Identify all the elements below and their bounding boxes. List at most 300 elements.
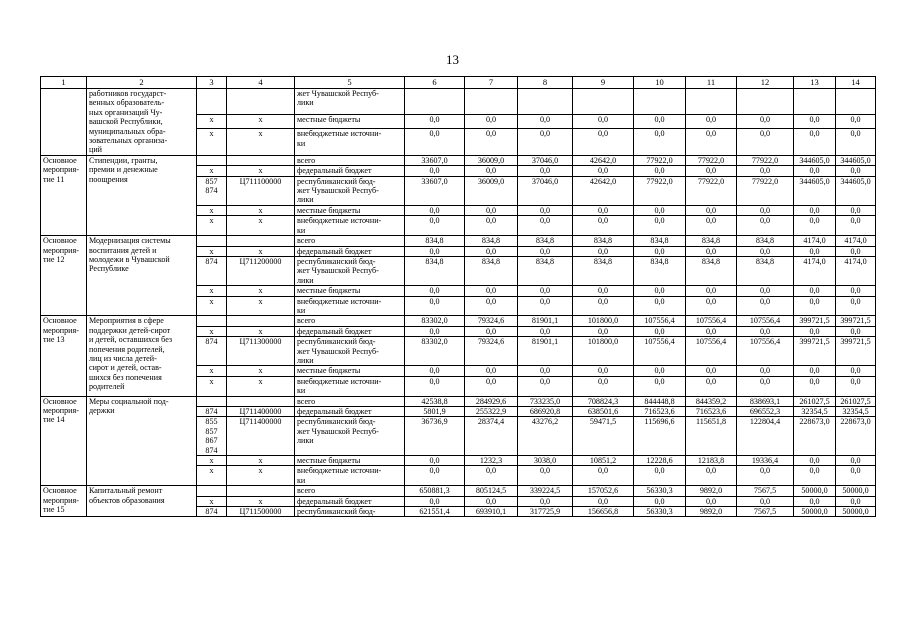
amount-cell: 0,0 [836, 129, 876, 155]
grbs-code [197, 316, 227, 326]
amount-cell: 733235,0 [518, 396, 573, 406]
amount-cell: 0,0 [465, 376, 518, 396]
table-body [41, 89, 876, 517]
amount-cell: 844448,8 [634, 396, 686, 406]
amount-cell: 0,0 [737, 496, 794, 506]
measure-name: Стипендии, гранты, премии и денежные поощрения [87, 155, 197, 235]
amount-cell: 834,8 [634, 256, 686, 285]
amount-cell: 50000,0 [794, 486, 836, 496]
funding-source: местные бюджеты [295, 456, 405, 466]
table-header [41, 77, 876, 89]
amount-cell: 834,8 [737, 256, 794, 285]
column-number-7: 7 [465, 77, 518, 89]
amount-cell: 0,0 [634, 366, 686, 376]
column-number-2: 2 [87, 77, 197, 89]
amount-cell: 0,0 [794, 205, 836, 215]
amount-cell: 0,0 [465, 166, 518, 176]
amount-cell: 0,0 [465, 246, 518, 256]
funding-source: всего [295, 396, 405, 406]
table-row [41, 236, 876, 246]
grbs-code: х [197, 286, 227, 296]
funding-source: федеральный бюджет [295, 246, 405, 256]
amount-cell: 399721,5 [836, 337, 876, 366]
amount-cell: 0,0 [794, 246, 836, 256]
amount-cell: 0,0 [686, 366, 737, 376]
funding-source: всего [295, 486, 405, 496]
amount-cell: 0,0 [836, 456, 876, 466]
amount-cell: 0,0 [686, 496, 737, 506]
funding-source: всего [295, 316, 405, 326]
amount-cell: 0,0 [836, 376, 876, 396]
amount-cell: 0,0 [465, 496, 518, 506]
amount-cell: 0,0 [737, 205, 794, 215]
amount-cell: 0,0 [686, 205, 737, 215]
amount-cell: 9892,0 [686, 486, 737, 496]
amount-cell: 28374,4 [465, 417, 518, 456]
amount-cell: 107556,4 [686, 337, 737, 366]
amount-cell: 0,0 [634, 205, 686, 215]
grbs-code: 874 [197, 256, 227, 285]
classification-code: х [227, 129, 295, 155]
amount-cell: 0,0 [405, 246, 465, 256]
amount-cell: 42642,0 [573, 155, 634, 165]
measure-item: Основное мероприя- тие 11 [41, 155, 87, 235]
amount-cell: 650881,3 [405, 486, 465, 496]
amount-cell: 0,0 [405, 166, 465, 176]
amount-cell: 7567,5 [737, 507, 794, 517]
amount-cell [686, 89, 737, 115]
amount-cell: 0,0 [518, 166, 573, 176]
amount-cell: 344605,0 [836, 155, 876, 165]
amount-cell: 36009,0 [465, 155, 518, 165]
funding-source: республиканский бюд- жет Чувашской Респуб- лики [295, 256, 405, 285]
amount-cell: 696552,3 [737, 407, 794, 417]
amount-cell: 107556,4 [634, 316, 686, 326]
amount-cell: 156656,8 [573, 507, 634, 517]
column-number-11: 11 [686, 77, 737, 89]
amount-cell: 0,0 [405, 456, 465, 466]
amount-cell: 1232,3 [465, 456, 518, 466]
classification-code: х [227, 205, 295, 215]
measure-name: Модернизация системы воспитания детей и молодежи в Чувашской Республике [87, 236, 197, 316]
amount-cell: 0,0 [405, 205, 465, 215]
amount-cell: 0,0 [634, 376, 686, 396]
amount-cell: 0,0 [634, 286, 686, 296]
column-number-6: 6 [405, 77, 465, 89]
amount-cell [573, 89, 634, 115]
amount-cell: 0,0 [573, 115, 634, 129]
column-number-4: 4 [227, 77, 295, 89]
amount-cell: 0,0 [465, 129, 518, 155]
amount-cell: 0,0 [465, 466, 518, 486]
amount-cell: 0,0 [836, 366, 876, 376]
amount-cell: 0,0 [518, 496, 573, 506]
funding-source: местные бюджеты [295, 115, 405, 129]
amount-cell: 0,0 [573, 296, 634, 316]
amount-cell: 0,0 [518, 115, 573, 129]
measure-name: Капитальный ремонт объектов образования [87, 486, 197, 517]
amount-cell: 838693,1 [737, 396, 794, 406]
amount-cell [634, 89, 686, 115]
amount-cell: 0,0 [836, 166, 876, 176]
amount-cell: 0,0 [686, 286, 737, 296]
amount-cell: 122804,4 [737, 417, 794, 456]
funding-source: внебюджетные источни- ки [295, 129, 405, 155]
column-number-12: 12 [737, 77, 794, 89]
amount-cell: 0,0 [737, 115, 794, 129]
amount-cell: 0,0 [573, 205, 634, 215]
table-row [41, 155, 876, 165]
amount-cell: 5801,9 [405, 407, 465, 417]
amount-cell: 19336,4 [737, 456, 794, 466]
amount-cell: 107556,4 [737, 337, 794, 366]
amount-cell: 0,0 [573, 326, 634, 336]
amount-cell: 0,0 [518, 216, 573, 236]
amount-cell: 0,0 [405, 326, 465, 336]
classification-code: Ц711400000 [227, 417, 295, 456]
amount-cell: 621551,4 [405, 507, 465, 517]
amount-cell: 77922,0 [634, 155, 686, 165]
amount-cell: 0,0 [686, 129, 737, 155]
classification-code: Ц711500000 [227, 507, 295, 517]
classification-code: х [227, 246, 295, 256]
amount-cell: 107556,4 [737, 316, 794, 326]
amount-cell: 0,0 [634, 296, 686, 316]
grbs-code [197, 236, 227, 246]
amount-cell: 344605,0 [794, 176, 836, 205]
amount-cell: 0,0 [573, 466, 634, 486]
amount-cell: 0,0 [686, 466, 737, 486]
amount-cell: 107556,4 [686, 316, 737, 326]
column-number-13: 13 [794, 77, 836, 89]
amount-cell: 716523,6 [686, 407, 737, 417]
amount-cell: 0,0 [465, 286, 518, 296]
amount-cell: 399721,5 [794, 337, 836, 366]
amount-cell: 0,0 [465, 205, 518, 215]
amount-cell: 33607,0 [405, 155, 465, 165]
measure-item: Основное мероприя- тие 14 [41, 396, 87, 486]
amount-cell: 0,0 [573, 366, 634, 376]
amount-cell [465, 89, 518, 115]
amount-cell: 0,0 [518, 296, 573, 316]
amount-cell: 0,0 [573, 129, 634, 155]
grbs-code: х [197, 166, 227, 176]
amount-cell: 56330,3 [634, 507, 686, 517]
amount-cell: 0,0 [836, 205, 876, 215]
amount-cell: 0,0 [405, 366, 465, 376]
amount-cell: 0,0 [518, 466, 573, 486]
classification-code [227, 486, 295, 496]
amount-cell: 32354,5 [794, 407, 836, 417]
amount-cell: 0,0 [573, 216, 634, 236]
amount-cell: 638501,6 [573, 407, 634, 417]
amount-cell: 0,0 [465, 115, 518, 129]
amount-cell: 228673,0 [836, 417, 876, 456]
column-number-9: 9 [573, 77, 634, 89]
grbs-code: х [197, 129, 227, 155]
amount-cell: 0,0 [573, 496, 634, 506]
amount-cell: 834,8 [686, 236, 737, 246]
amount-cell: 0,0 [836, 115, 876, 129]
amount-cell: 317725,9 [518, 507, 573, 517]
classification-code: х [227, 466, 295, 486]
amount-cell: 0,0 [794, 456, 836, 466]
funding-source: местные бюджеты [295, 366, 405, 376]
amount-cell: 4174,0 [794, 236, 836, 246]
grbs-code [197, 155, 227, 165]
classification-code [227, 155, 295, 165]
amount-cell: 43276,2 [518, 417, 573, 456]
amount-cell: 4174,0 [794, 256, 836, 285]
amount-cell: 0,0 [518, 286, 573, 296]
classification-code: Ц711400000 [227, 407, 295, 417]
amount-cell: 0,0 [794, 366, 836, 376]
classification-code: х [227, 366, 295, 376]
amount-cell: 716523,6 [634, 407, 686, 417]
grbs-code: 874 [197, 407, 227, 417]
amount-cell: 0,0 [794, 326, 836, 336]
header-row [41, 77, 876, 89]
amount-cell: 834,8 [573, 256, 634, 285]
amount-cell: 0,0 [405, 296, 465, 316]
amount-cell: 107556,4 [634, 337, 686, 366]
amount-cell: 0,0 [794, 166, 836, 176]
amount-cell: 344605,0 [794, 155, 836, 165]
amount-cell: 0,0 [836, 326, 876, 336]
funding-source: республиканский бюд- [295, 507, 405, 517]
classification-code [227, 316, 295, 326]
amount-cell: 834,8 [737, 236, 794, 246]
amount-cell: 834,8 [686, 256, 737, 285]
amount-cell: 77922,0 [737, 155, 794, 165]
amount-cell: 0,0 [518, 129, 573, 155]
classification-code: х [227, 296, 295, 316]
classification-code: х [227, 115, 295, 129]
amount-cell: 77922,0 [737, 176, 794, 205]
amount-cell: 339224,5 [518, 486, 573, 496]
amount-cell: 0,0 [737, 466, 794, 486]
grbs-code: х [197, 115, 227, 129]
amount-cell: 0,0 [518, 326, 573, 336]
grbs-code: х [197, 376, 227, 396]
grbs-code [197, 89, 227, 115]
classification-code [227, 236, 295, 246]
amount-cell: 77922,0 [686, 155, 737, 165]
classification-code: Ц711100000 [227, 176, 295, 205]
amount-cell: 79324,6 [465, 337, 518, 366]
amount-cell: 0,0 [737, 216, 794, 236]
measure-item: Основное мероприя- тие 13 [41, 316, 87, 396]
column-number-14: 14 [836, 77, 876, 89]
amount-cell: 0,0 [737, 296, 794, 316]
amount-cell: 12183,8 [686, 456, 737, 466]
column-number-5: 5 [295, 77, 405, 89]
amount-cell: 42642,0 [573, 176, 634, 205]
grbs-code: х [197, 246, 227, 256]
amount-cell [737, 89, 794, 115]
amount-cell: 0,0 [836, 246, 876, 256]
amount-cell: 7567,5 [737, 486, 794, 496]
classification-code: х [227, 216, 295, 236]
amount-cell: 0,0 [737, 166, 794, 176]
funding-source: всего [295, 236, 405, 246]
amount-cell: 37046,0 [518, 176, 573, 205]
amount-cell: 10851,2 [573, 456, 634, 466]
classification-code: Ц711300000 [227, 337, 295, 366]
amount-cell: 56330,3 [634, 486, 686, 496]
amount-cell: 115651,8 [686, 417, 737, 456]
measure-name: работников государст- венных образователь- ных организаций Чу- вашской Республики, муниципальных обра- зовательных организа- ций [87, 89, 197, 156]
budget-table [40, 76, 876, 517]
amount-cell: 0,0 [634, 115, 686, 129]
amount-cell: 81901,1 [518, 337, 573, 366]
column-number-10: 10 [634, 77, 686, 89]
amount-cell: 0,0 [794, 115, 836, 129]
amount-cell: 0,0 [737, 246, 794, 256]
amount-cell: 0,0 [836, 296, 876, 316]
grbs-code: х [197, 296, 227, 316]
amount-cell: 0,0 [836, 496, 876, 506]
funding-source: республиканский бюд- жет Чувашской Респуб- лики [295, 417, 405, 456]
amount-cell: 81901,1 [518, 316, 573, 326]
amount-cell: 4174,0 [836, 236, 876, 246]
amount-cell: 0,0 [737, 376, 794, 396]
amount-cell: 0,0 [518, 246, 573, 256]
amount-cell: 50000,0 [836, 486, 876, 496]
measure-item: Основное мероприя- тие 12 [41, 236, 87, 316]
amount-cell: 0,0 [634, 466, 686, 486]
amount-cell: 708824,3 [573, 396, 634, 406]
amount-cell: 115696,6 [634, 417, 686, 456]
amount-cell: 0,0 [794, 286, 836, 296]
amount-cell: 0,0 [686, 246, 737, 256]
grbs-code: х [197, 326, 227, 336]
page-number: 13 [446, 52, 459, 67]
funding-source: федеральный бюджет [295, 166, 405, 176]
amount-cell: 77922,0 [686, 176, 737, 205]
funding-source: республиканский бюд- жет Чувашской Респуб- лики [295, 337, 405, 366]
amount-cell: 834,8 [573, 236, 634, 246]
amount-cell: 805124,5 [465, 486, 518, 496]
amount-cell: 0,0 [634, 326, 686, 336]
amount-cell: 0,0 [573, 376, 634, 396]
amount-cell: 399721,5 [794, 316, 836, 326]
amount-cell: 101800,0 [573, 337, 634, 366]
amount-cell: 0,0 [405, 286, 465, 296]
grbs-code: х [197, 366, 227, 376]
amount-cell: 9892,0 [686, 507, 737, 517]
grbs-code: х [197, 205, 227, 215]
funding-source: жет Чувашской Респуб- лики [295, 89, 405, 115]
amount-cell: 399721,5 [836, 316, 876, 326]
table-row [41, 486, 876, 496]
column-number-8: 8 [518, 77, 573, 89]
amount-cell: 255322,9 [465, 407, 518, 417]
classification-code [227, 89, 295, 115]
amount-cell: 0,0 [686, 376, 737, 396]
amount-cell: 0,0 [737, 286, 794, 296]
classification-code [227, 396, 295, 406]
amount-cell: 0,0 [465, 216, 518, 236]
grbs-code: х [197, 456, 227, 466]
table-row [41, 396, 876, 406]
amount-cell: 0,0 [634, 129, 686, 155]
amount-cell: 834,8 [465, 256, 518, 285]
amount-cell: 50000,0 [794, 507, 836, 517]
measure-item: Основное мероприя- тие 15 [41, 486, 87, 517]
amount-cell: 0,0 [794, 496, 836, 506]
amount-cell: 0,0 [794, 296, 836, 316]
amount-cell: 0,0 [518, 366, 573, 376]
amount-cell: 284929,6 [465, 396, 518, 406]
amount-cell: 0,0 [686, 326, 737, 336]
amount-cell: 0,0 [405, 376, 465, 396]
amount-cell: 0,0 [465, 326, 518, 336]
amount-cell: 0,0 [405, 466, 465, 486]
amount-cell: 37046,0 [518, 155, 573, 165]
amount-cell: 83302,0 [405, 316, 465, 326]
amount-cell: 834,8 [518, 236, 573, 246]
amount-cell: 228673,0 [794, 417, 836, 456]
funding-source: местные бюджеты [295, 286, 405, 296]
classification-code: х [227, 286, 295, 296]
amount-cell: 0,0 [794, 466, 836, 486]
amount-cell: 834,8 [634, 236, 686, 246]
amount-cell [405, 89, 465, 115]
amount-cell: 0,0 [737, 366, 794, 376]
amount-cell: 0,0 [634, 166, 686, 176]
funding-source: федеральный бюджет [295, 407, 405, 417]
amount-cell: 0,0 [405, 216, 465, 236]
amount-cell [836, 89, 876, 115]
funding-source: местные бюджеты [295, 205, 405, 215]
classification-code: Ц711200000 [227, 256, 295, 285]
amount-cell: 32354,5 [836, 407, 876, 417]
amount-cell: 0,0 [634, 246, 686, 256]
classification-code: х [227, 376, 295, 396]
measure-item [41, 89, 87, 156]
amount-cell: 0,0 [405, 115, 465, 129]
amount-cell: 0,0 [573, 286, 634, 296]
amount-cell: 261027,5 [836, 396, 876, 406]
amount-cell: 261027,5 [794, 396, 836, 406]
amount-cell: 0,0 [405, 129, 465, 155]
amount-cell: 77922,0 [634, 176, 686, 205]
table-row [41, 316, 876, 326]
amount-cell: 4174,0 [836, 256, 876, 285]
amount-cell: 0,0 [794, 129, 836, 155]
amount-cell: 834,8 [465, 236, 518, 246]
amount-cell: 101800,0 [573, 316, 634, 326]
measure-name: Мероприятия в сфере поддержки детей-сирот и детей, оставшихся без попечения родителей, лиц из числа детей- сирот и детей, остав- шихся без попечения родителей [87, 316, 197, 396]
amount-cell: 0,0 [686, 216, 737, 236]
funding-source: внебюджетные источни- ки [295, 296, 405, 316]
amount-cell: 693910,1 [465, 507, 518, 517]
amount-cell: 0,0 [634, 216, 686, 236]
amount-cell: 0,0 [686, 115, 737, 129]
amount-cell: 36009,0 [465, 176, 518, 205]
amount-cell: 0,0 [634, 496, 686, 506]
amount-cell [518, 89, 573, 115]
grbs-code: 874 [197, 507, 227, 517]
amount-cell: 0,0 [573, 166, 634, 176]
amount-cell: 0,0 [737, 326, 794, 336]
amount-cell [794, 89, 836, 115]
grbs-code: 857 874 [197, 176, 227, 205]
amount-cell: 33607,0 [405, 176, 465, 205]
funding-source: внебюджетные источни- ки [295, 216, 405, 236]
grbs-code: 874 [197, 337, 227, 366]
